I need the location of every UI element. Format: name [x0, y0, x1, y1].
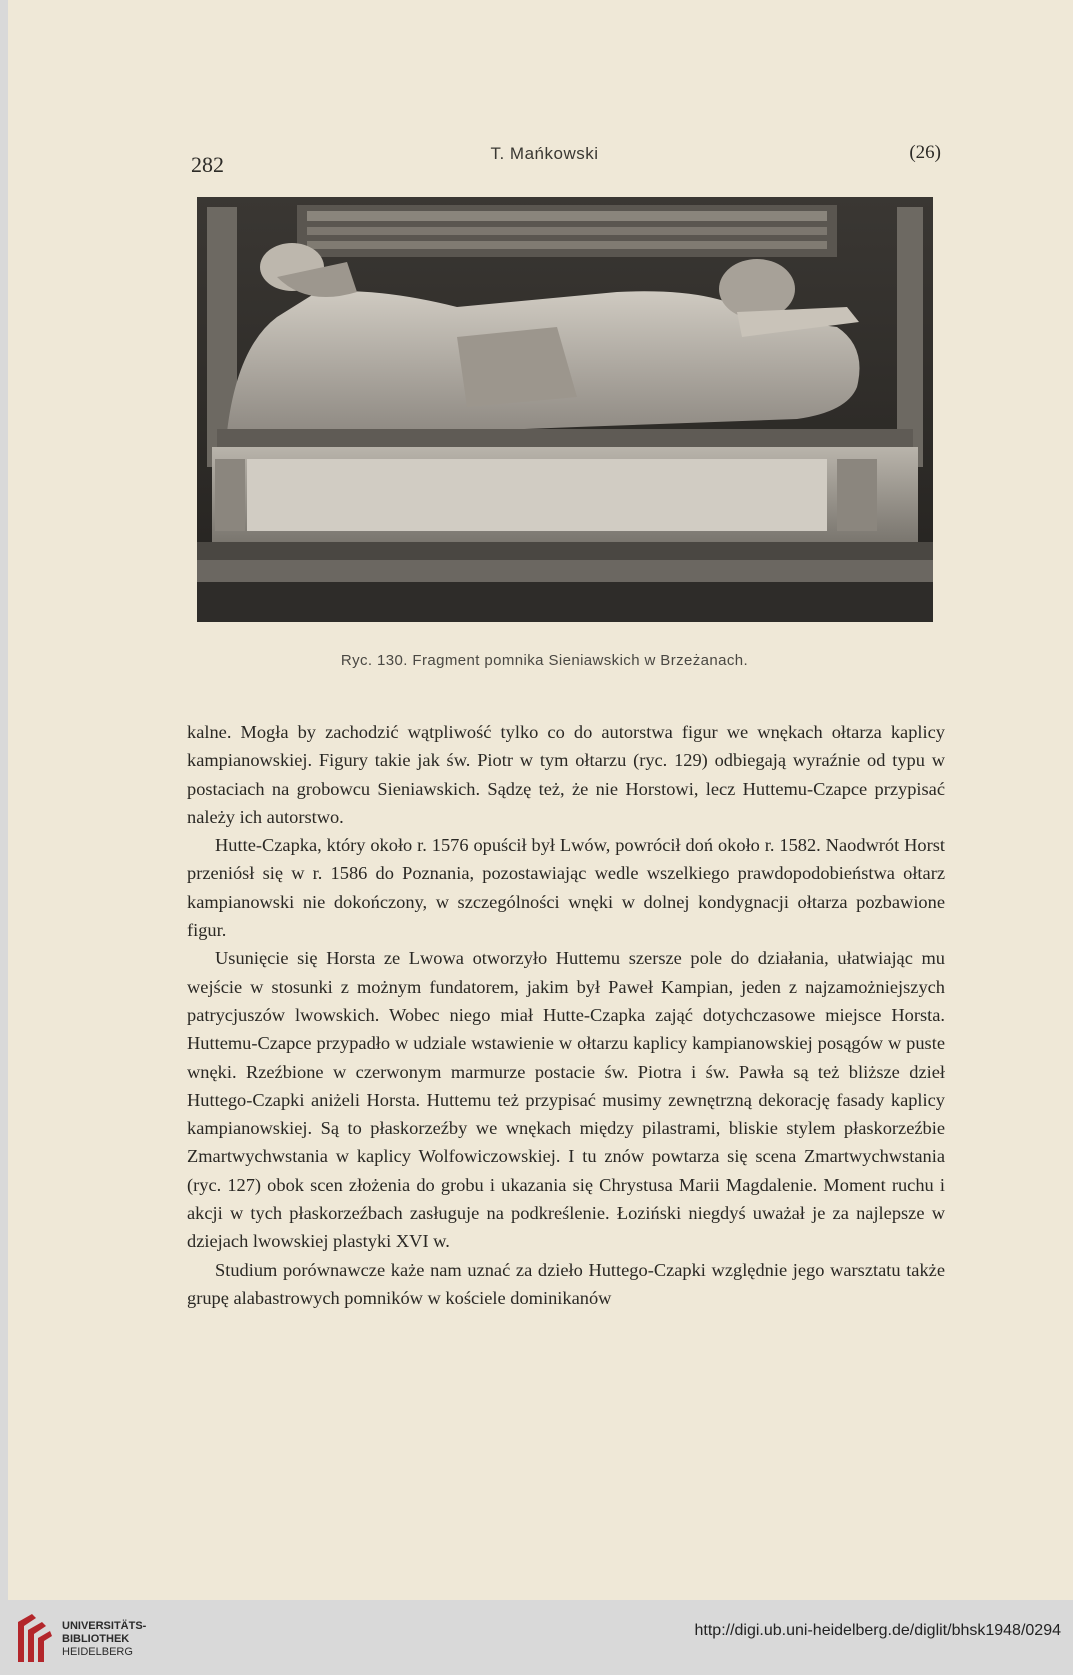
page-number: 282	[191, 152, 224, 177]
part-number: (26)	[909, 142, 941, 163]
paragraph: kalne. Mogła by zachodzić wątpliwość tylko co do autorstwa figur we wnękach ołtarza kaplicy kampianowskiej. Figury takie jak św. Piotr w tym ołtarzu (ryc. 129) odbiegają wyraźnie od typu w postaciach na grobowcu Sieniawskich. Sądzę też, że nie Horstowi, lecz Huttemu-Czapce przypisać należy ich autorstwo.	[187, 722, 945, 827]
university-library-logo-icon[interactable]	[14, 1612, 54, 1664]
running-header	[8, 140, 1073, 180]
document-page	[8, 0, 1073, 1600]
paragraph: Studium porównawcze każe nam uznać za dzieło Huttego-Czapki względnie jego warsztatu także grupę alabastrowych pomników w kościele dominikanów	[187, 1259, 945, 1308]
permalink-url[interactable]: http://digi.ub.uni-heidelberg.de/diglit/bhsk1948/0294	[694, 1622, 1061, 1639]
tomb-photograph	[197, 197, 933, 622]
figure-caption: Ryc. 130. Fragment pomnika Sieniawskich w Brzeżanach.	[340, 652, 749, 669]
body-text	[187, 718, 945, 1312]
library-name: UNIVERSITÄTS- BIBLIOTHEK HEIDELBERG	[62, 1620, 147, 1658]
paragraph: Hutte-Czapka, który około r. 1576 opuścił był Lwów, powrócił doń około r. 1582. Naodwrót Horst przeniósł się w r. 1586 do Poznania, pozostawiając wedle wszelkiego prawdopodobieństwa ołtarz kampianowski nie dokończony, w szczególności wnęki w dolnej kondygnacji ołtarza pozbawione figur.	[187, 835, 945, 941]
tomb-effigy-image	[197, 197, 933, 622]
running-author: T. Mańkowski	[490, 144, 599, 163]
viewer-footer	[0, 1600, 1073, 1675]
paragraph: Usunięcie się Horsta ze Lwowa otworzyło Huttemu szersze pole do działania, ułatwiając mu wejście w stosunki z możnym fundatorem, jakim był Paweł Kampian, jeden z najzamożniejszych patrycjuszów lwowskich. Wobec niego miał Hutte-Czapka zająć dotychczasowe miejsce Horsta. Huttemu-Czapce przypadło w udziale wstawienie w ołtarzu kaplicy kampianowskiej posągów w puste wnęki. Rzeźbione w czerwonym marmurze postacie św. Piotra i św. Pawła są też bliższe dzieł Huttego-Czapki aniżeli Horsta. Huttemu też przypisać musimy zewnętrzną dekorację fasady kaplicy kampianowskiej. Są to płaskorzeźby we wnękach między pilastrami, bliskie stylem płaskorzeźbie Zmartwychwstania w kaplicy Wolfowiczowskiej. I tu znów powtarza się scena Zmartwychwstania (ryc. 127) obok scen złożenia do grobu i ukazania się Chrystusa Marii Magdalenie. Moment ruchu i akcji w tych płaskorzeźbach zasługuje na podkreślenie. Łoziński niegdyś uważał je za najlepsze w dziejach lwowskiej plastyki XVI w.	[187, 948, 945, 1252]
